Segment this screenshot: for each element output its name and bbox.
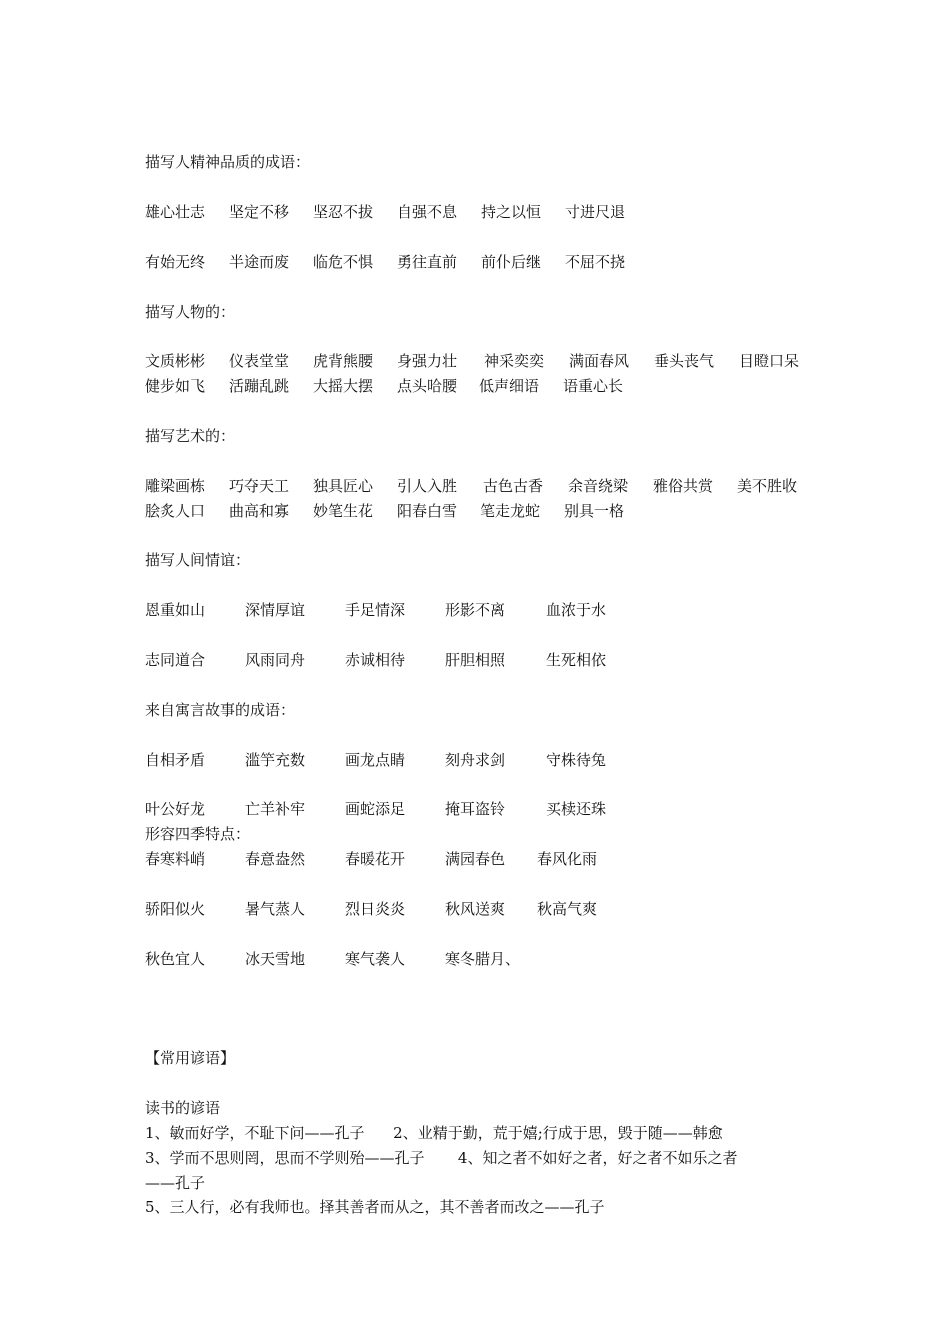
idiom: 独具匠心: [313, 477, 374, 495]
idiom: 恩重如山: [145, 601, 206, 619]
idiom: 血浓于水: [546, 601, 607, 619]
proverb-line: 1、敏而好学，不耻下问——孔子 2、业精于勤，荒于嬉;行成于思，毁于随——韩愈: [145, 1124, 723, 1142]
idiom: 美不胜收: [737, 477, 798, 495]
idiom: 持之以恒: [481, 203, 542, 221]
idiom: 寸进尺退: [565, 203, 626, 221]
idiom: 余音绕梁: [568, 477, 629, 495]
idiom: 滥竽充数: [245, 751, 306, 769]
idiom: 风雨同舟: [245, 651, 306, 669]
idiom: 生死相依: [546, 651, 607, 669]
section-heading-fables: 来自寓言故事的成语：: [145, 701, 296, 719]
idiom: 不屈不挠: [565, 253, 626, 271]
idiom: 别具一格: [564, 502, 625, 520]
idiom: 笔走龙蛇: [480, 502, 541, 520]
idiom: 古色古香: [483, 477, 544, 495]
idiom: 买椟还珠: [546, 800, 607, 818]
idiom: 健步如飞: [145, 377, 206, 395]
idiom: 形影不离: [445, 601, 506, 619]
idiom: 半途而废: [229, 253, 290, 271]
idiom: 勇往直前: [397, 253, 458, 271]
idiom: 仪表堂堂: [229, 352, 290, 370]
idiom: 暑气蒸人: [245, 900, 306, 918]
idiom: 虎背熊腰: [313, 352, 374, 370]
idiom: 手足情深: [345, 601, 406, 619]
idiom: 有始无终: [145, 253, 206, 271]
idiom: 活蹦乱跳: [229, 377, 290, 395]
idiom: 前仆后继: [481, 253, 542, 271]
idiom: 巧夺天工: [229, 477, 290, 495]
idiom: 语重心长: [563, 377, 624, 395]
section-heading-spirit: 描写人精神品质的成语：: [145, 153, 311, 171]
idiom: 寒冬腊月、: [445, 950, 521, 968]
idiom: 烈日炎炎: [345, 900, 406, 918]
idiom: 坚忍不拔: [313, 203, 374, 221]
idiom: 阳春白雪: [397, 502, 458, 520]
idiom: 志同道合: [145, 651, 206, 669]
idiom: 秋风送爽: [445, 900, 506, 918]
idiom: 脍炙人口: [145, 502, 206, 520]
idiom: 妙笔生花: [313, 502, 374, 520]
idiom: 叶公好龙: [145, 800, 206, 818]
idiom: 雕梁画栋: [145, 477, 206, 495]
proverb-line: ——孔子: [145, 1174, 206, 1192]
proverbs-title: 【常用谚语】: [145, 1049, 236, 1067]
idiom: 低声细语: [479, 377, 540, 395]
idiom: 坚定不移: [229, 203, 290, 221]
idiom: 春寒料峭: [145, 850, 206, 868]
proverb-line: 3、学而不思则罔，思而不学则殆——孔子 4、知之者不如好之者，好之者不如乐之者: [145, 1149, 738, 1167]
idiom: 临危不惧: [313, 253, 374, 271]
idiom: 深情厚谊: [245, 601, 306, 619]
idiom: 冰天雪地: [245, 950, 306, 968]
section-heading-people: 描写人物的：: [145, 303, 236, 321]
idiom: 刻舟求剑: [445, 751, 506, 769]
idiom: 守株待兔: [546, 751, 607, 769]
section-heading-friendship: 描写人间情谊：: [145, 551, 251, 569]
idiom: 雅俗共赏: [653, 477, 714, 495]
idiom: 画蛇添足: [345, 800, 406, 818]
idiom: 引人入胜: [397, 477, 458, 495]
idiom: 春意盎然: [245, 850, 306, 868]
idiom: 身强力壮: [397, 352, 458, 370]
idiom: 自相矛盾: [145, 751, 206, 769]
idiom: 大摇大摆: [313, 377, 374, 395]
idiom: 曲高和寡: [229, 502, 290, 520]
idiom: 赤诚相待: [345, 651, 406, 669]
section-heading-seasons: 形容四季特点：: [145, 825, 251, 843]
idiom: 雄心壮志: [145, 203, 206, 221]
idiom: 满面春风: [569, 352, 630, 370]
idiom: 亡羊补牢: [245, 800, 306, 818]
idiom: 掩耳盗铃: [445, 800, 506, 818]
idiom: 秋高气爽: [537, 900, 598, 918]
idiom: 春风化雨: [537, 850, 598, 868]
proverbs-subheading: 读书的谚语: [145, 1099, 221, 1117]
idiom: 肝胆相照: [445, 651, 506, 669]
idiom: 目瞪口呆: [739, 352, 800, 370]
idiom: 春暖花开: [345, 850, 406, 868]
idiom: 垂头丧气: [654, 352, 715, 370]
section-heading-art: 描写艺术的：: [145, 427, 236, 445]
idiom: 文质彬彬: [145, 352, 206, 370]
idiom: 自强不息: [397, 203, 458, 221]
idiom: 点头哈腰: [397, 377, 458, 395]
idiom: 满园春色: [445, 850, 506, 868]
idiom: 寒气袭人: [345, 950, 406, 968]
idiom: 神采奕奕: [484, 352, 545, 370]
proverb-line: 5、三人行，必有我师也。择其善者而从之，其不善者而改之——孔子: [145, 1198, 605, 1216]
idiom: 画龙点睛: [345, 751, 406, 769]
idiom: 骄阳似火: [145, 900, 206, 918]
idiom: 秋色宜人: [145, 950, 206, 968]
